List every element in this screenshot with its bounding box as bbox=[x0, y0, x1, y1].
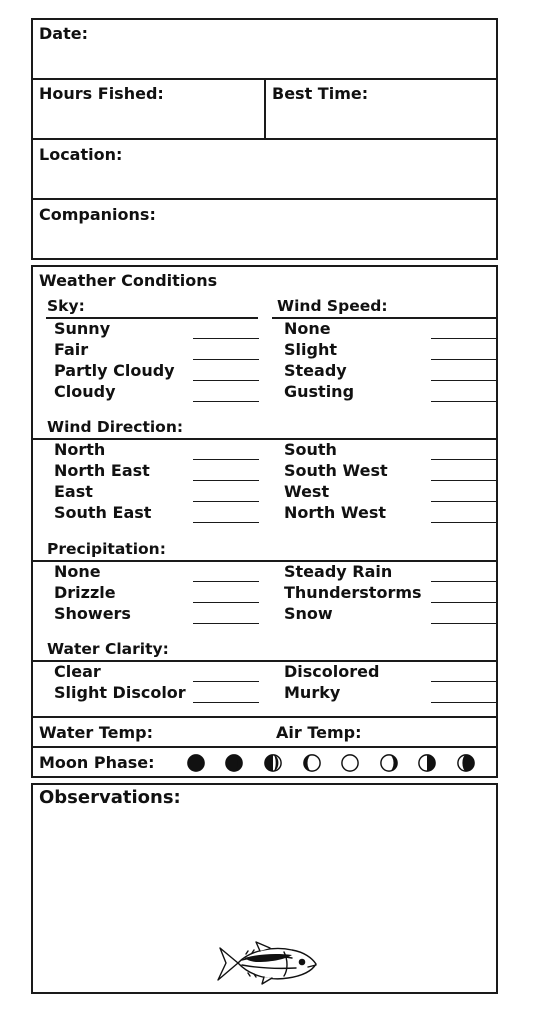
precip-thunderstorms: Thunderstorms bbox=[284, 583, 422, 602]
precip-thunderstorms-blank[interactable] bbox=[431, 602, 497, 603]
location-field[interactable]: Location: bbox=[39, 145, 123, 164]
observations-label: Observations: bbox=[39, 787, 181, 808]
wind-speed-slight: Slight bbox=[284, 340, 337, 359]
divider bbox=[31, 746, 498, 748]
wind-speed-none: None bbox=[284, 319, 331, 338]
waxing-crescent-icon[interactable] bbox=[225, 754, 243, 772]
clarity-murky: Murky bbox=[284, 683, 341, 702]
precip-snow: Snow bbox=[284, 604, 333, 623]
precip-steady-rain-blank[interactable] bbox=[431, 581, 497, 582]
wind-dir-west-blank[interactable] bbox=[431, 501, 497, 502]
air-temp-field[interactable]: Air Temp: bbox=[276, 723, 362, 742]
sky-sunny-blank[interactable] bbox=[193, 338, 259, 339]
precip-none-blank[interactable] bbox=[193, 581, 259, 582]
precip-drizzle: Drizzle bbox=[54, 583, 116, 602]
wind-dir-north-blank[interactable] bbox=[193, 459, 259, 460]
precipitation-label: Precipitation: bbox=[47, 540, 166, 558]
divider bbox=[264, 79, 266, 139]
wind-dir-east: East bbox=[54, 482, 93, 501]
precip-none: None bbox=[54, 562, 101, 581]
waning-crescent-icon[interactable] bbox=[457, 754, 475, 772]
weather-title: Weather Conditions bbox=[39, 271, 218, 290]
clarity-slight-discolor-blank[interactable] bbox=[193, 702, 259, 703]
wind-speed-steady-blank[interactable] bbox=[431, 380, 497, 381]
full-moon-icon[interactable] bbox=[341, 754, 359, 772]
precip-drizzle-blank[interactable] bbox=[193, 602, 259, 603]
wind-speed-gusting-blank[interactable] bbox=[431, 401, 497, 402]
wind-dir-south-west: South West bbox=[284, 461, 388, 480]
precip-snow-blank[interactable] bbox=[431, 623, 497, 624]
precip-showers-blank[interactable] bbox=[193, 623, 259, 624]
water-temp-field[interactable]: Water Temp: bbox=[39, 723, 153, 742]
companions-field[interactable]: Companions: bbox=[39, 205, 156, 224]
wind-speed-none-blank[interactable] bbox=[431, 338, 497, 339]
sky-cloudy-blank[interactable] bbox=[193, 401, 259, 402]
divider bbox=[31, 560, 498, 562]
waning-gibbous-icon[interactable] bbox=[380, 754, 398, 772]
date-field[interactable]: Date: bbox=[39, 24, 88, 43]
sky-fair-blank[interactable] bbox=[193, 359, 259, 360]
clarity-murky-blank[interactable] bbox=[431, 702, 497, 703]
sky-fair: Fair bbox=[54, 340, 89, 359]
wind-dir-south-west-blank[interactable] bbox=[431, 480, 497, 481]
wind-dir-north-west-blank[interactable] bbox=[431, 522, 497, 523]
wind-dir-north: North bbox=[54, 440, 106, 459]
wind-speed-label: Wind Speed: bbox=[277, 297, 388, 315]
divider bbox=[31, 716, 498, 718]
divider bbox=[31, 660, 498, 662]
sky-cloudy: Cloudy bbox=[54, 382, 116, 401]
tuna-fish-icon bbox=[212, 940, 320, 986]
wind-dir-south-east: South East bbox=[54, 503, 152, 522]
water-clarity-label: Water Clarity: bbox=[47, 640, 169, 658]
wind-dir-west: West bbox=[284, 482, 330, 501]
wind-direction-label: Wind Direction: bbox=[47, 418, 184, 436]
wind-dir-south: South bbox=[284, 440, 337, 459]
wind-dir-north-east-blank[interactable] bbox=[193, 480, 259, 481]
new-moon-icon[interactable] bbox=[187, 754, 205, 772]
precip-showers: Showers bbox=[54, 604, 131, 623]
wind-speed-slight-blank[interactable] bbox=[431, 359, 497, 360]
hours-fished-field[interactable]: Hours Fished: bbox=[39, 84, 164, 103]
clarity-clear: Clear bbox=[54, 662, 101, 681]
wind-dir-east-blank[interactable] bbox=[193, 501, 259, 502]
wind-speed-steady: Steady bbox=[284, 361, 347, 380]
clarity-discolored-blank[interactable] bbox=[431, 681, 497, 682]
sky-sunny: Sunny bbox=[54, 319, 111, 338]
sky-partly-cloudy: Partly Cloudy bbox=[54, 361, 175, 380]
divider bbox=[31, 198, 498, 200]
clarity-discolored: Discolored bbox=[284, 662, 380, 681]
last-quarter-icon[interactable] bbox=[418, 754, 436, 772]
moon-phase-label: Moon Phase: bbox=[39, 753, 155, 772]
clarity-clear-blank[interactable] bbox=[193, 681, 259, 682]
wind-dir-north-west: North West bbox=[284, 503, 386, 522]
sky-label: Sky: bbox=[47, 297, 85, 315]
wind-dir-south-east-blank[interactable] bbox=[193, 522, 259, 523]
best-time-field[interactable]: Best Time: bbox=[272, 84, 369, 103]
precip-steady-rain: Steady Rain bbox=[284, 562, 393, 581]
wind-speed-gusting: Gusting bbox=[284, 382, 355, 401]
sky-partly-cloudy-blank[interactable] bbox=[193, 380, 259, 381]
wind-dir-south-blank[interactable] bbox=[431, 459, 497, 460]
first-quarter-icon[interactable] bbox=[264, 754, 282, 772]
wind-dir-north-east: North East bbox=[54, 461, 150, 480]
clarity-slight-discolor: Slight Discolor bbox=[54, 683, 186, 702]
waxing-gibbous-icon[interactable] bbox=[303, 754, 321, 772]
